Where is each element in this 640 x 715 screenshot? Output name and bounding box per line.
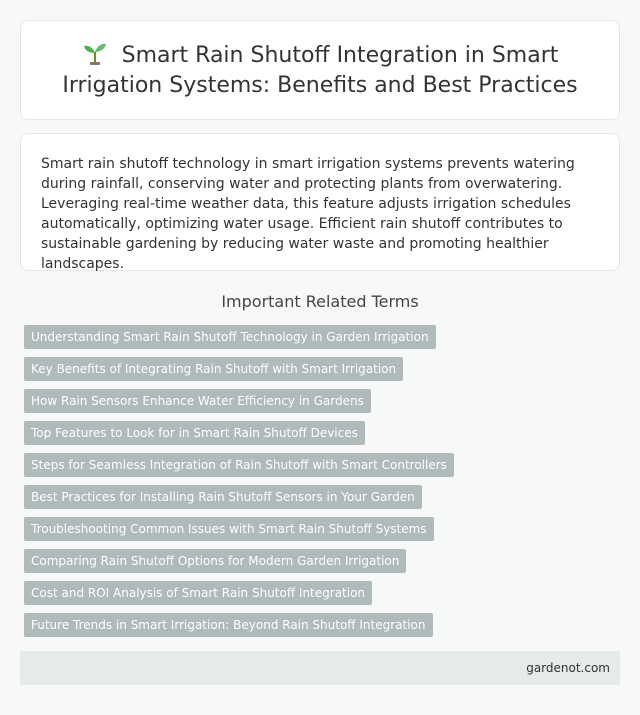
related-term-tag[interactable]: Best Practices for Installing Rain Shutoff Sensors in Your Garden [24,485,422,509]
related-term-tag[interactable]: How Rain Sensors Enhance Water Efficiency in Gardens [24,389,371,413]
related-term-tag[interactable]: Comparing Rain Shutoff Options for Modern Garden Irrigation [24,549,406,573]
related-term-tag[interactable]: Cost and ROI Analysis of Smart Rain Shutoff Integration [24,581,372,605]
page-title [45,40,595,101]
footer [20,651,620,685]
seedling-icon [82,40,108,66]
related-terms-heading: Important Related Terms [221,292,419,311]
related-terms-list [24,325,616,645]
related-term-tag[interactable]: Steps for Seamless Integration of Rain Shutoff with Smart Controllers [24,453,454,477]
intro-card [20,133,620,271]
footer-site-link[interactable]: gardenot.com [526,661,610,675]
related-term-tag[interactable]: Troubleshooting Common Issues with Smart Rain Shutoff Systems [24,517,434,541]
page-title-text: Smart Rain Shutoff Integration in Smart Irrigation Systems: Benefits and Best Practices [62,42,578,98]
title-card [20,20,620,120]
related-term-tag[interactable]: Key Benefits of Integrating Rain Shutoff with Smart Irrigation [24,357,403,381]
intro-paragraph: Smart rain shutoff technology in smart irrigation systems prevents watering during rainfall, conserving water and protecting plants from overwatering. Leveraging real-time weather data, this feature adjusts irrigation schedules automatically, optimizing water usage. Efficient rain shutoff contributes to sustainable gardening by reducing water waste and promoting healthier landscapes. [41,156,575,272]
related-term-tag[interactable]: Future Trends in Smart Irrigation: Beyond Rain Shutoff Integration [24,613,433,637]
related-term-tag[interactable]: Top Features to Look for in Smart Rain Shutoff Devices [24,421,365,445]
related-term-tag[interactable]: Understanding Smart Rain Shutoff Technology in Garden Irrigation [24,325,436,349]
